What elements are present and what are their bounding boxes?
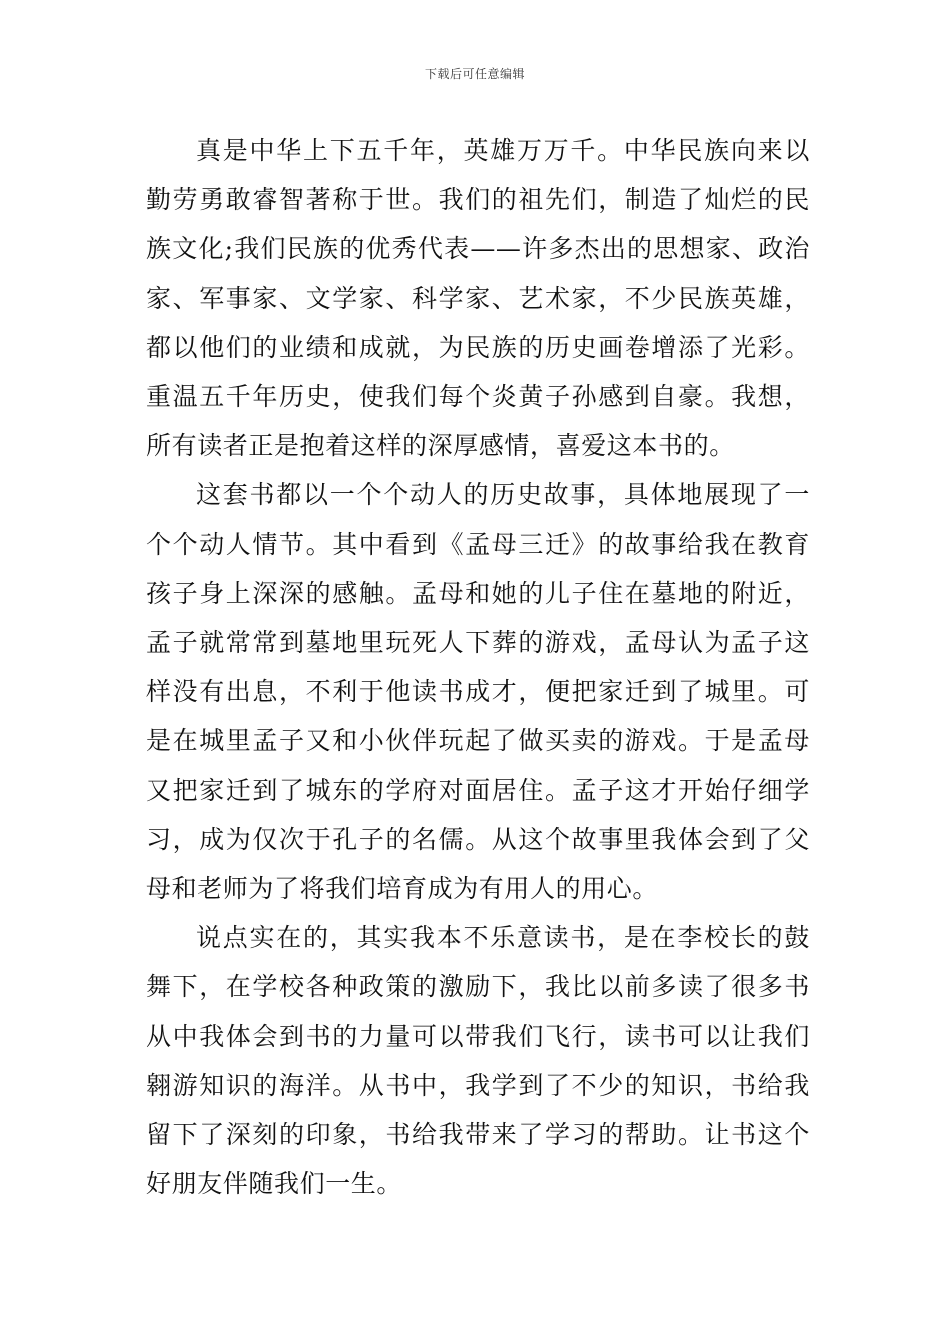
document-body	[146, 126, 810, 1208]
paragraph-2: 这套书都以一个个动人的历史故事，具体地展现了一个个动人情节。其中看到《孟母三迁》的故事给我在教育孩子身上深深的感触。孟母和她的儿子住在墓地的附近，孟子就常常到墓地里玩死人下葬的游戏，孟母认为孟子这样没有出息，不利于他读书成才，便把家迁到了城里。可是在城里孟子又和小伙伴玩起了做买卖的游戏。于是孟母又把家迁到了城东的学府对面居住。孟子这才开始仔细学习，成为仅次于孔子的名儒。从这个故事里我体会到了父母和老师为了将我们培育成为有用人的用心。	[146, 480, 810, 904]
paragraph-1: 真是中华上下五千年，英雄万万千。中华民族向来以勤劳勇敢睿智著称于世。我们的祖先们，制造了灿烂的民族文化;我们民族的优秀代表——许多杰出的思想家、政治家、军事家、文学家、科学家、艺术家，不少民族英雄，都以他们的业绩和成就，为民族的历史画卷增添了光彩。重温五千年历史，使我们每个炎黄子孙感到自豪。我想，所有读者正是抱着这样的深厚感情，喜爱这本书的。	[146, 136, 810, 461]
page-header: 下载后可任意编辑	[424, 67, 525, 81]
paragraph-3: 说点实在的，其实我本不乐意读书，是在李校长的鼓舞下，在学校各种政策的激励下，我比以前多读了很多书从中我体会到书的力量可以带我们飞行，读书可以让我们翱游知识的海洋。从书中，我学到了不少的知识，书给我留下了深刻的印象，书给我带来了学习的帮助。让书这个好朋友伴随我们一生。	[146, 923, 810, 1199]
